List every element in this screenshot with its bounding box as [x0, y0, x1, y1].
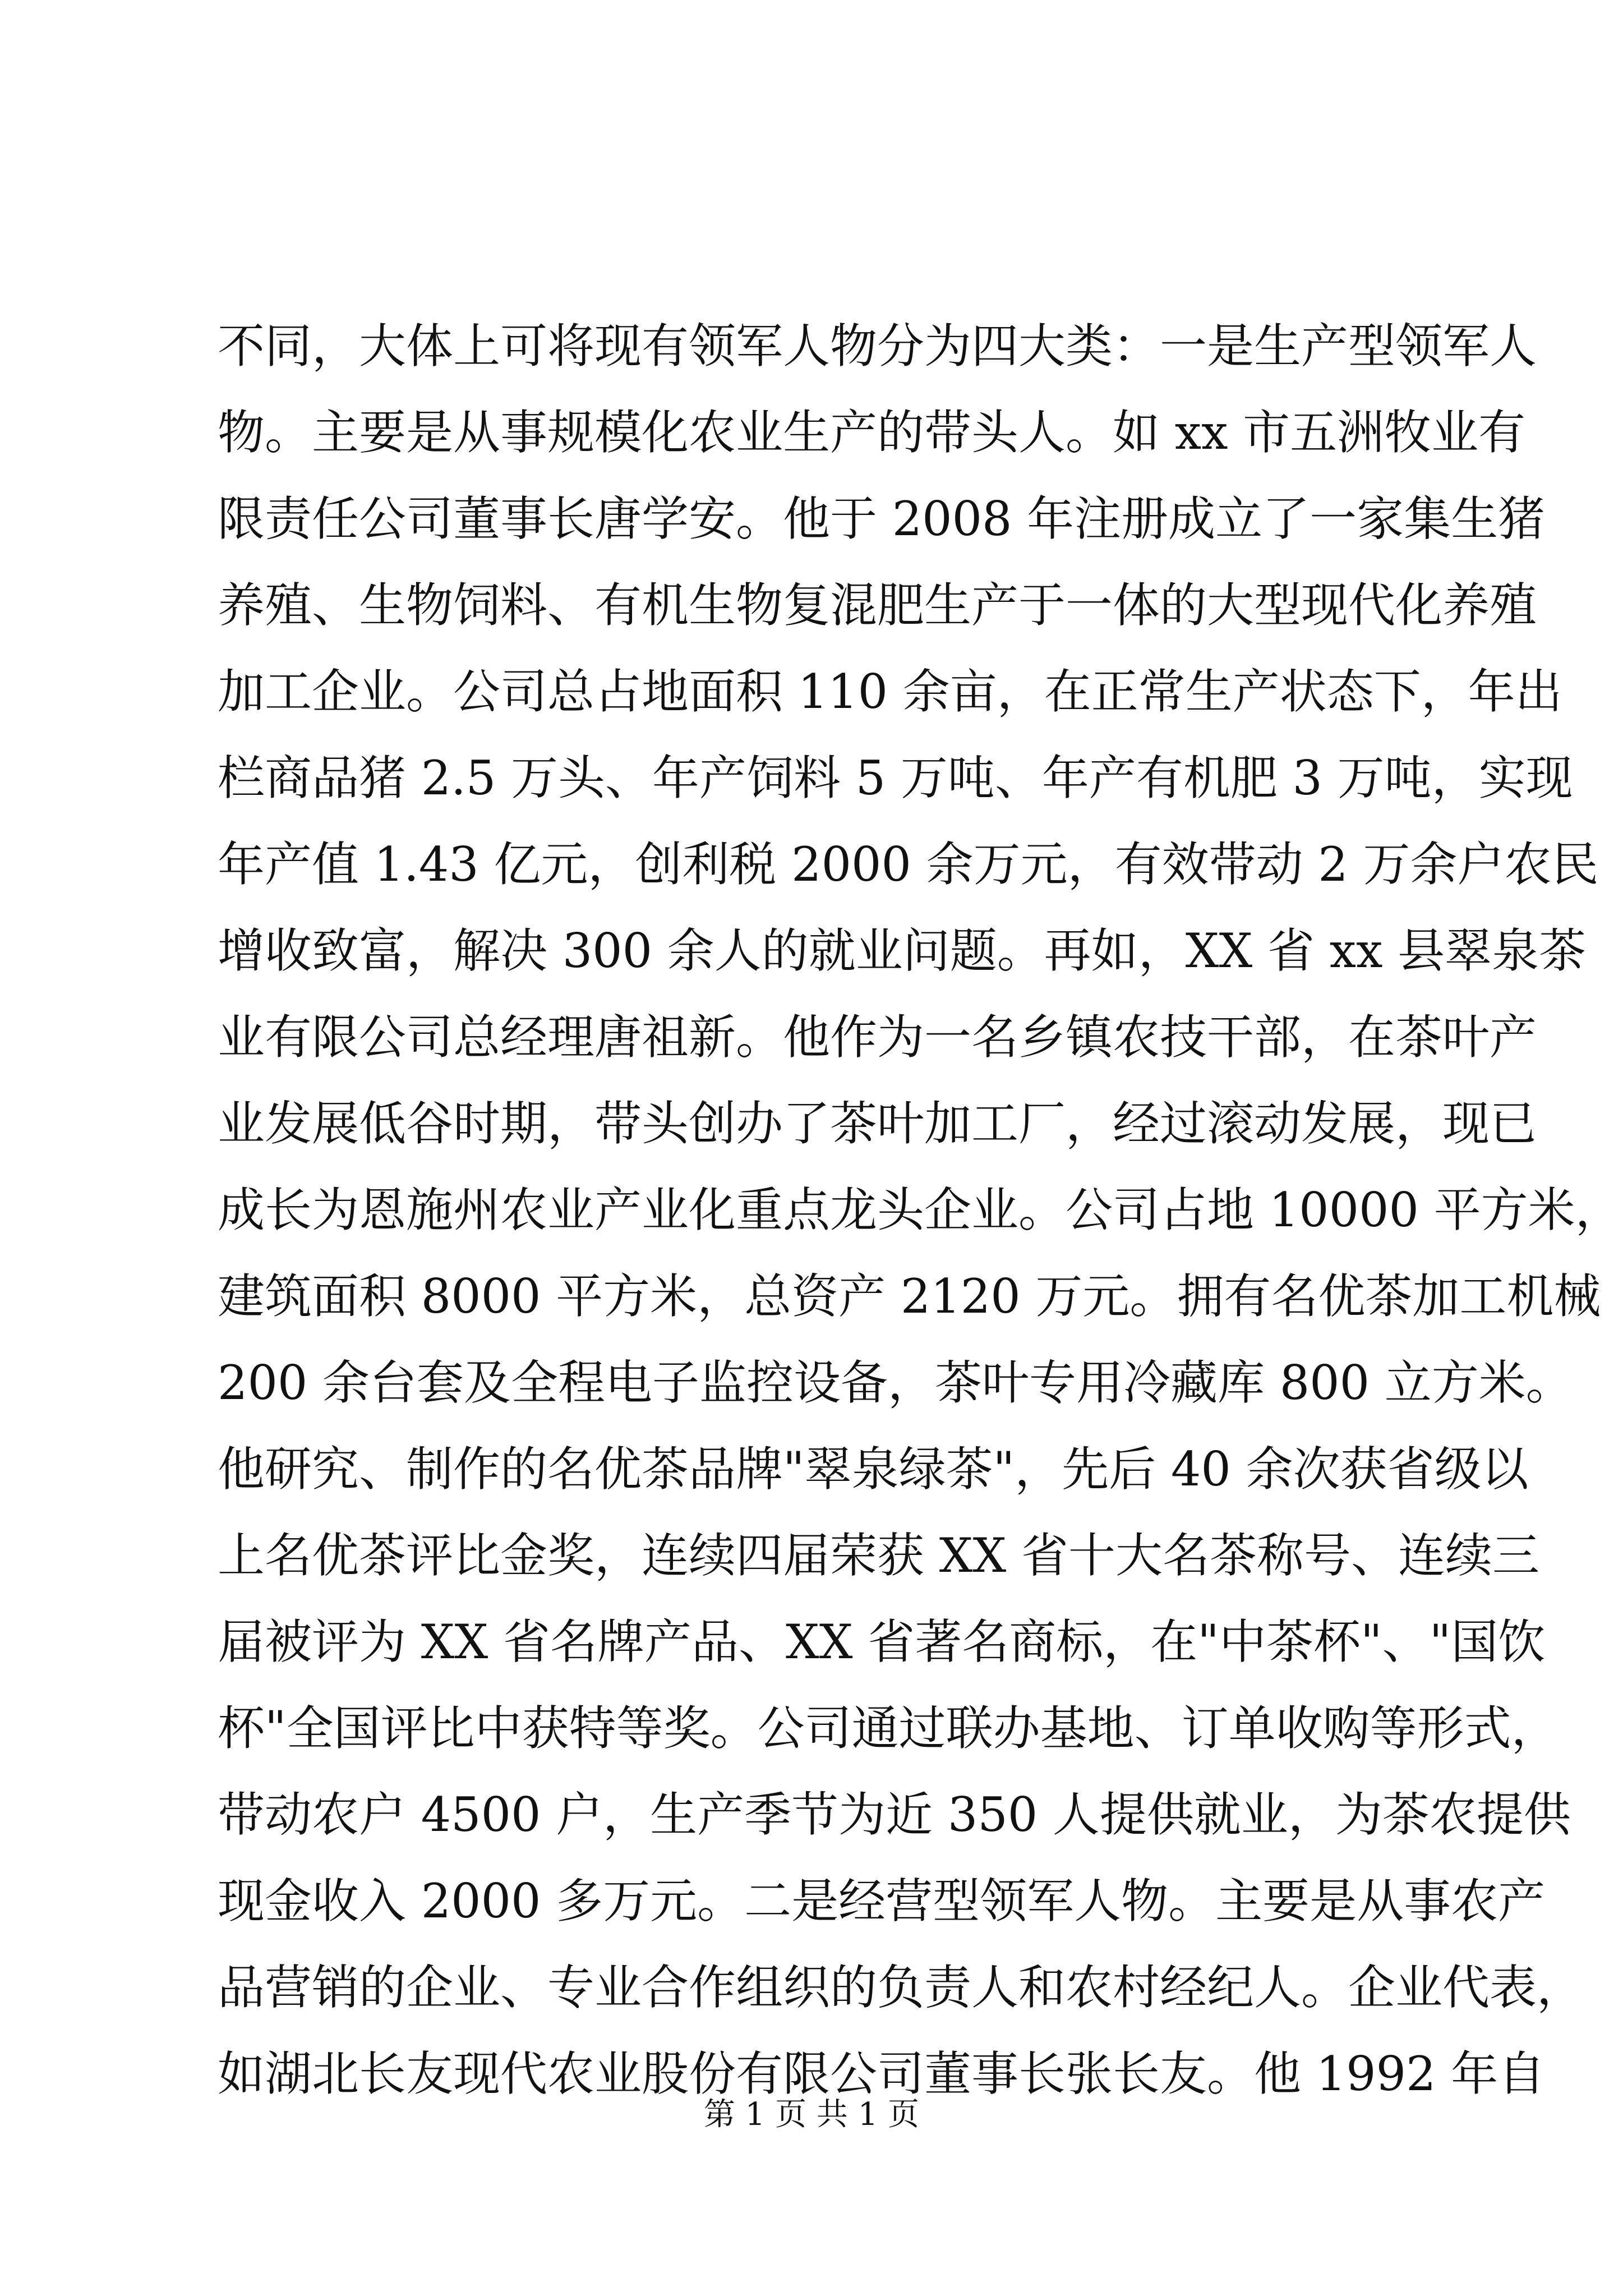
text-line: 增收致富，解决 300 余人的就业问题。再如，XX 省 xx 县翠泉茶: [218, 923, 1587, 978]
text-line: 届被评为 XX 省名牌产品、XX 省著名商标，在"中茶杯"、"国饮: [218, 1614, 1546, 1669]
text-line: 200 余台套及全程电子监控设备，茶叶专用冷藏库 800 立方米。: [218, 1355, 1573, 1410]
text-line: 杯"全国评比中获特等奖。公司通过联办基地、订单收购等形式，: [218, 1701, 1559, 1756]
text-line: 成长为恩施州农业产业化重点龙头企业。公司占地 10000 平方米，: [218, 1182, 1622, 1237]
text-line: 带动农户 4500 户，生产季节为近 350 人提供就业，为茶农提供: [218, 1787, 1571, 1842]
page-footer: 第 1 页 共 1 页: [703, 2096, 920, 2133]
body-paragraph: [218, 303, 1622, 2117]
text-line: 栏商品猪 2.5 万头、年产饲料 5 万吨、年产有机肥 3 万吨，实现: [218, 751, 1573, 806]
text-line: 年产值 1.43 亿元，创利税 2000 余万元，有效带动 2 万余户农民: [218, 837, 1599, 892]
text-line: 业有限公司总经理唐祖新。他作为一名乡镇农技干部，在茶叶产: [218, 1010, 1537, 1065]
text-line: 现金收入 2000 多万元。二是经营型领军人物。主要是从事农产: [218, 1874, 1546, 1929]
text-line: 建筑面积 8000 平方米，总资产 2120 万元。拥有名优茶加工机械: [218, 1269, 1601, 1324]
text-line: 加工企业。公司总占地面积 110 余亩，在正常生产状态下，年出: [218, 664, 1562, 719]
text-line: 他研究、制作的名优茶品牌"翠泉绿茶"，先后 40 余次获省级以: [218, 1442, 1529, 1497]
text-line: 业发展低谷时期，带头创办了茶叶加工厂，经过滚动发展，现已: [218, 1096, 1537, 1151]
text-line: 品营销的企业、专业合作组织的负责人和农村经纪人。企业代表，: [218, 1960, 1584, 2015]
text-line: 不同，大体上可将现有领军人物分为四大类：一是生产型领军人: [218, 319, 1537, 374]
text-line: 如湖北长友现代农业股份有限公司董事长张长友。他 1992 年自: [218, 2046, 1546, 2101]
text-line: 上名优茶评比金奖，连续四届荣获 XX 省十大名茶称号、连续三: [218, 1528, 1540, 1583]
text-line: 限责任公司董事长唐学安。他于 2008 年注册成立了一家集生猪: [218, 491, 1546, 546]
text-line: 养殖、生物饲料、有机生物复混肥生产于一体的大型现代化养殖: [218, 578, 1537, 633]
text-line: 物。主要是从事规模化农业生产的带头人。如 xx 市五洲牧业有: [218, 405, 1526, 460]
